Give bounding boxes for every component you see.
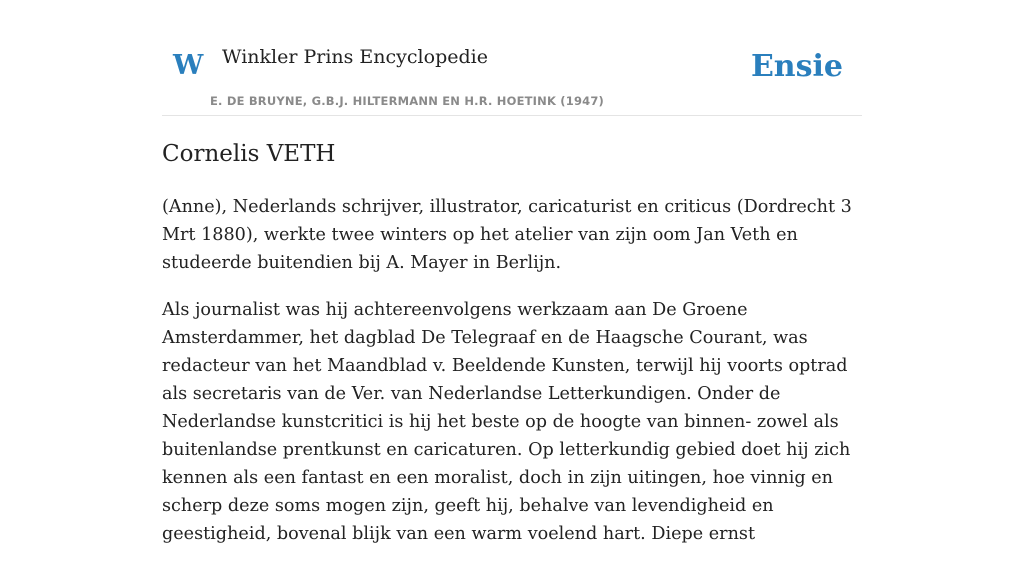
source-header bbox=[162, 0, 862, 116]
article-title: Cornelis VETH bbox=[162, 141, 336, 167]
source-authors: E. DE BRUYNE, G.B.J. HILTERMANN EN H.R. HOETINK (1947) bbox=[210, 94, 605, 108]
article-paragraph: Als journalist was hij achtereenvolgens werkzaam aan De Groene Amsterdammer, het dagblad De Telegraaf en de Haagsche Courant, was redacteur van het Maandblad v. Beeldende Kunsten, terwijl hij voorts optrad als secretaris van de Ver. van Nederlandse Letterkundigen. Onder de Nederlandse kunstcritici is hij het beste op de hoogte van binnen- zowel als buitenlandse prentkunst en caricaturen. Op letterkundig gebied doet hij zich kennen als een fantast en een moralist, doch in zijn uitingen, hoe vinnig en scherp deze soms mogen zijn, geeft hij, behalve van levendigheid en geestigheid, bovenal blijk van een warm voelend hart. Diepe ernst bbox=[162, 300, 851, 545]
source-logo[interactable]: W bbox=[173, 50, 204, 81]
article bbox=[162, 138, 862, 567]
source-title[interactable]: Winkler Prins Encyclopedie bbox=[222, 46, 488, 68]
article-paragraph: (Anne), Nederlands schrijver, illustrator, caricaturist en criticus (Dordrecht 3 Mrt 1880), werkte twee winters op het atelier van zijn oom Jan Veth en studeerde buitendien bij A. Mayer in Berlijn. bbox=[162, 197, 852, 274]
ensie-brand-logo[interactable]: Ensie bbox=[750, 49, 843, 84]
